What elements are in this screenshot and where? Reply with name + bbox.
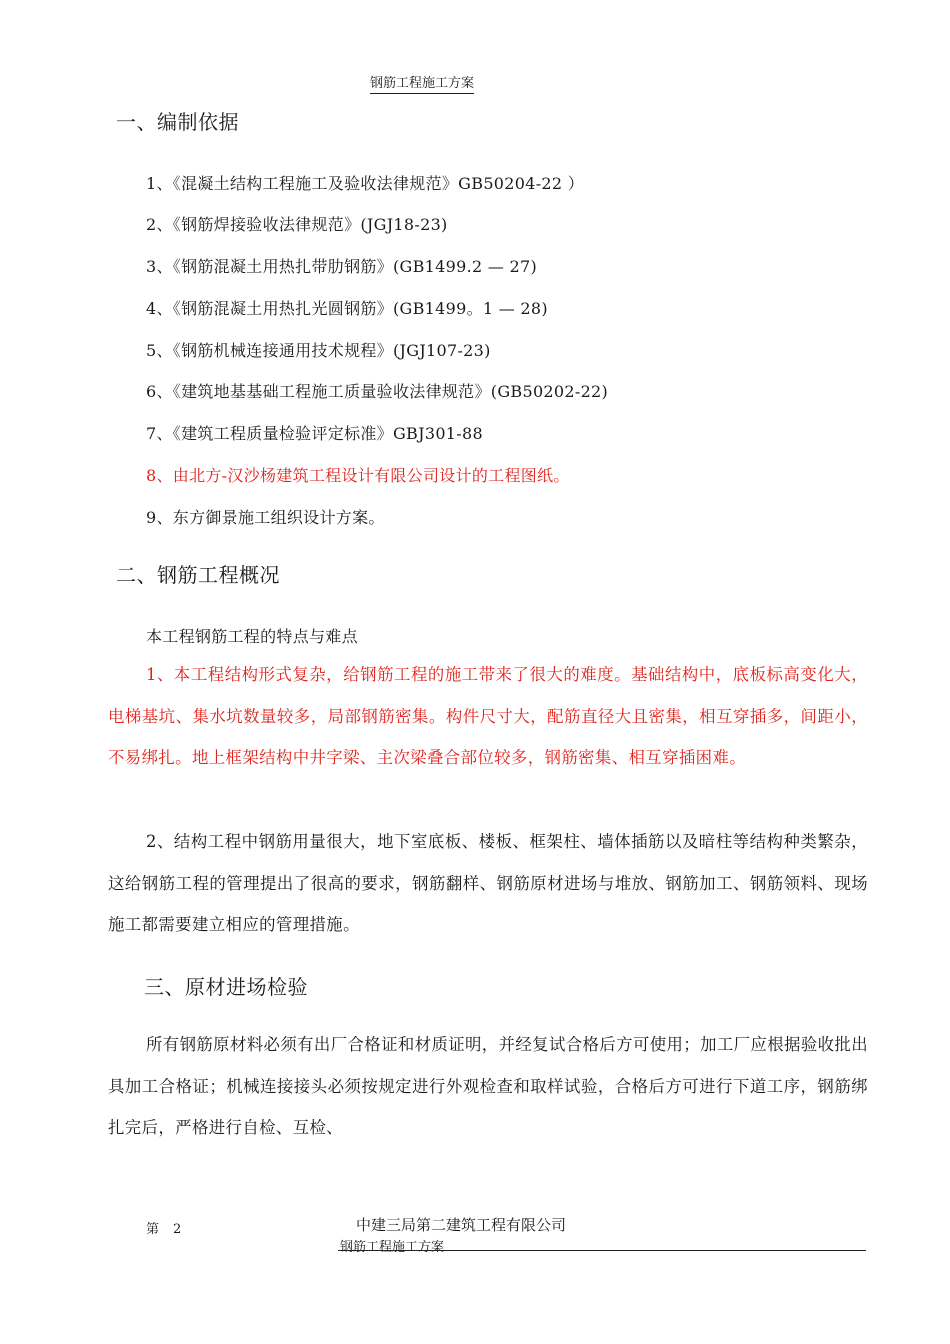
reference-item-2: 2、《钢筋焊接验收法律规范》(JGJ18-23)	[146, 215, 448, 234]
section-2-paragraph-2: 2、结构工程中钢筋用量很大，地下室底板、楼板、框架柱、墙体插筋以及暗柱等结构种类繁杂，这给钢筋工程的管理提出了很高的要求，钢筋翻样、钢筋原材进场与堆放、钢筋加工、钢筋领料、现场施工都需要建立相应的管理措施。	[108, 832, 868, 934]
section-3-heading: 三、原材进场检验	[144, 975, 308, 999]
footer-company: 中建三局第二建筑工程有限公司	[356, 1216, 567, 1234]
reference-item-5: 5、《钢筋机械连接通用技术规程》(JGJ107-23)	[146, 341, 491, 360]
reference-item-1: 1、《混凝土结构工程施工及验收法律规范》GB50204-22 ）	[146, 174, 585, 193]
reference-item-4: 4、《钢筋混凝土用热扎光圆钢筋》(GB1499。1 — 28)	[146, 299, 548, 318]
footer-page-number	[146, 1218, 181, 1237]
footer-divider	[338, 1250, 866, 1251]
section-1-heading: 一、编制依据	[116, 110, 239, 134]
section-3-paragraph-1: 所有钢筋原材料必须有出厂合格证和材质证明，并经复试合格后方可使用；加工厂应根据验收批出具加工合格证；机械连接接头必须按规定进行外观检查和取样试验，合格后方可进行下道工序，钢筋绑扎完后，严格进行自检、互检、	[108, 1035, 868, 1137]
footer-page-value: 2	[173, 1222, 182, 1237]
reference-item-3: 3、《钢筋混凝土用热扎带肋钢筋》(GB1499.2 — 27)	[146, 257, 538, 276]
section-2-heading: 二、钢筋工程概况	[116, 563, 280, 587]
section-2-subtitle: 本工程钢筋工程的特点与难点	[146, 627, 358, 646]
reference-item-6: 6、《建筑地基基础工程施工质量验收法律规范》(GB50202-22)	[146, 382, 609, 401]
reference-item-9: 9、东方御景施工组织设计方案。	[146, 508, 385, 527]
footer-doc-title: 钢筋工程施工方案	[340, 1240, 445, 1255]
reference-item-7: 7、《建筑工程质量检验评定标准》GBJ301-88	[146, 424, 483, 443]
header-title: 钢筋工程施工方案	[370, 72, 474, 94]
section-2-paragraph-1: 1、本工程结构形式复杂，给钢筋工程的施工带来了很大的难度。基础结构中，底板标高变化大，电梯基坑、集水坑数量较多，局部钢筋密集。构件尺寸大，配筋直径大且密集，相互穿插多，间距小，不易绑扎。地上框架结构中井字梁、主次梁叠合部位较多，钢筋密集、相互穿插困难。	[108, 665, 868, 767]
reference-item-8: 8、由北方-汉沙杨建筑工程设计有限公司设计的工程图纸。	[146, 466, 570, 485]
footer-page-label: 第	[146, 1222, 160, 1237]
